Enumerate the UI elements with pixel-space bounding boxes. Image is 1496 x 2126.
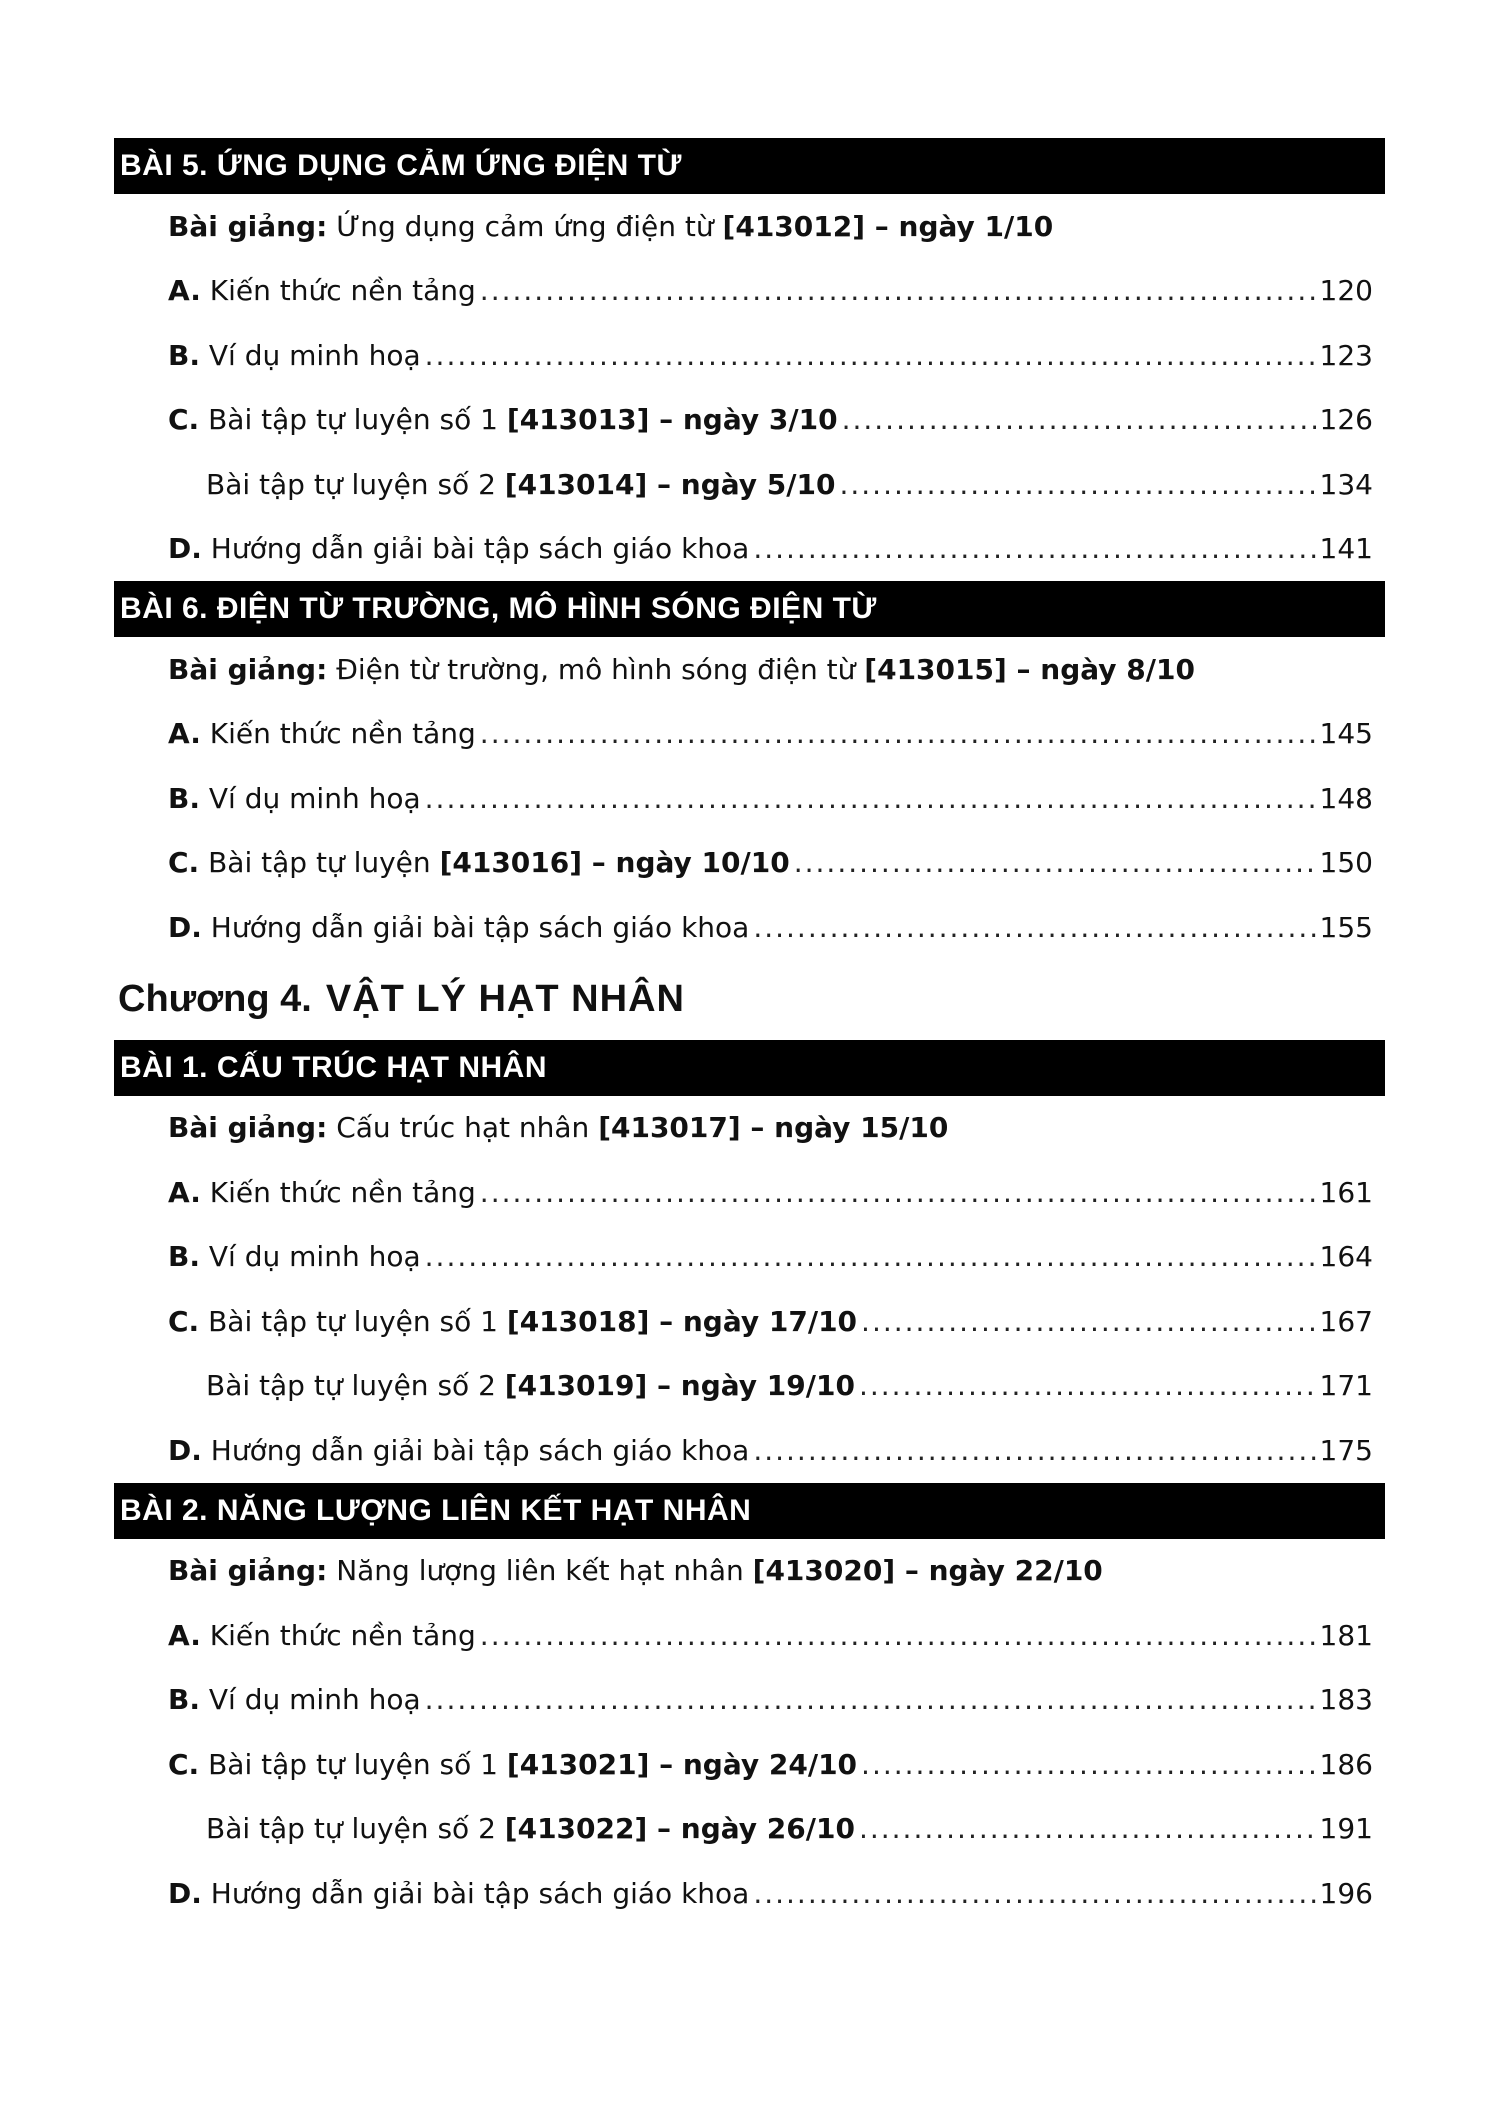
entry-text: Ví dụ minh hoạ — [208, 1683, 421, 1717]
entry-marker: C. — [168, 1747, 200, 1781]
entry-lead — [168, 911, 749, 944]
entry-marker: D. — [168, 1433, 202, 1467]
entry-lead — [168, 1305, 857, 1338]
entry-text: Bài tập tự luyện số 2 — [206, 1812, 496, 1846]
dot-leader — [480, 1176, 1316, 1209]
entry-lead — [206, 1369, 855, 1402]
page-number: 126 — [1319, 403, 1373, 437]
dot-leader — [753, 911, 1315, 944]
entry-text: Kiến thức nền tảng — [209, 1175, 476, 1209]
toc-entry — [114, 1603, 1385, 1668]
entry-code: [413016] – ngày 10/10 — [439, 846, 790, 880]
dot-leader — [480, 274, 1316, 307]
dot-leader — [861, 1305, 1316, 1338]
entry-lead — [168, 403, 838, 436]
toc-entry — [114, 1418, 1385, 1483]
entry-marker: D. — [168, 532, 202, 566]
lecture-row — [114, 1539, 1385, 1604]
toc-entry — [114, 766, 1385, 831]
toc-entry — [114, 702, 1385, 767]
entry-text: Bài tập tự luyện số 1 — [208, 403, 498, 437]
page-number: 134 — [1319, 467, 1373, 501]
entry-lead — [168, 1748, 857, 1781]
page-number: 167 — [1319, 1304, 1373, 1338]
lecture-line — [168, 1554, 1103, 1587]
toc-entry — [114, 1861, 1385, 1926]
entry-text: Bài tập tự luyện số 1 — [208, 1747, 498, 1781]
toc-entry — [114, 1225, 1385, 1290]
page-number: 120 — [1319, 274, 1373, 308]
page-number: 186 — [1319, 1747, 1373, 1781]
toc-entry — [114, 517, 1385, 582]
entry-text: Ví dụ minh hoạ — [208, 1240, 421, 1274]
entry-text: Ví dụ minh hoạ — [208, 338, 421, 372]
entry-marker: D. — [168, 1876, 202, 1910]
entry-text: Bài tập tự luyện — [208, 846, 431, 880]
toc-entry — [114, 323, 1385, 388]
dot-leader — [753, 532, 1315, 565]
page-number: 181 — [1319, 1618, 1373, 1652]
toc-entry — [114, 1668, 1385, 1733]
dot-leader — [425, 1240, 1316, 1273]
page-number: 150 — [1319, 846, 1373, 880]
entry-text: Bài tập tự luyện số 2 — [206, 1369, 496, 1403]
entry-text: Hướng dẫn giải bài tập sách giáo khoa — [210, 1433, 750, 1467]
entry-marker: A. — [168, 717, 201, 751]
entry-marker: B. — [168, 338, 200, 372]
entry-lead — [168, 1683, 421, 1716]
entry-lead — [168, 1619, 476, 1652]
dot-leader — [753, 1877, 1315, 1910]
entry-code: [413013] – ngày 3/10 — [506, 403, 838, 437]
dot-leader — [859, 1369, 1316, 1402]
page-number: 183 — [1319, 1683, 1373, 1717]
entry-marker: C. — [168, 846, 200, 880]
entry-marker: C. — [168, 1304, 200, 1338]
dot-leader — [480, 717, 1316, 750]
page-number: 155 — [1319, 910, 1373, 944]
entry-lead — [206, 468, 835, 501]
toc-entry — [114, 831, 1385, 896]
entry-code: [413021] – ngày 24/10 — [506, 1747, 858, 1781]
entry-code: [413022] – ngày 26/10 — [504, 1812, 855, 1846]
lecture-line — [168, 210, 1053, 243]
dot-leader — [753, 1434, 1315, 1467]
entry-lead — [206, 1812, 855, 1845]
toc-entry — [114, 259, 1385, 324]
entry-code: [413019] – ngày 19/10 — [504, 1369, 855, 1403]
entry-lead — [168, 1877, 749, 1910]
entry-text: Hướng dẫn giải bài tập sách giáo khoa — [210, 532, 750, 566]
page-number: 161 — [1319, 1175, 1373, 1209]
entry-text: Hướng dẫn giải bài tập sách giáo khoa — [210, 910, 750, 944]
sections-after — [114, 1040, 1385, 1926]
toc-entry — [114, 1354, 1385, 1419]
toc-entry — [114, 1797, 1385, 1862]
chapter-heading — [114, 960, 1385, 1040]
entry-code: [413014] – ngày 5/10 — [504, 467, 836, 501]
section-header: BÀI 6. ĐIỆN TỪ TRƯỜNG, MÔ HÌNH SÓNG ĐIỆN TỪ — [114, 581, 1385, 637]
entry-marker: A. — [168, 274, 201, 308]
entry-code: [413018] – ngày 17/10 — [506, 1304, 858, 1338]
entry-text: Bài tập tự luyện số 1 — [208, 1304, 498, 1338]
lecture-row — [114, 1096, 1385, 1161]
entry-lead — [168, 532, 749, 565]
lecture-label: Bài giảng: — [168, 652, 328, 686]
page-number: 196 — [1319, 1876, 1373, 1910]
lecture-row — [114, 637, 1385, 702]
entry-marker: B. — [168, 781, 200, 815]
lecture-label: Bài giảng: — [168, 209, 328, 243]
entry-text: Hướng dẫn giải bài tập sách giáo khoa — [210, 1876, 750, 1910]
lecture-code: [413017] – ngày 15/10 — [598, 1111, 949, 1145]
entry-lead — [168, 339, 421, 372]
dot-leader — [794, 846, 1316, 879]
chapter-prefix: Chương 4. — [118, 978, 312, 1020]
lecture-title: Điện từ trường, mô hình sóng điện từ — [336, 652, 856, 686]
page-number: 141 — [1319, 532, 1373, 566]
entry-marker: D. — [168, 910, 202, 944]
dot-leader — [425, 782, 1316, 815]
toc-entry — [114, 1732, 1385, 1797]
entry-lead — [168, 1176, 476, 1209]
lecture-code: [413020] – ngày 22/10 — [752, 1554, 1103, 1588]
page-number: 148 — [1319, 781, 1373, 815]
dot-leader — [842, 403, 1316, 436]
section-header: BÀI 1. CẤU TRÚC HẠT NHÂN — [114, 1040, 1385, 1096]
dot-leader — [425, 1683, 1316, 1716]
lecture-line — [168, 1111, 948, 1144]
entry-lead — [168, 717, 476, 750]
entry-lead — [168, 782, 421, 815]
entry-lead — [168, 274, 476, 307]
entry-lead — [168, 1240, 421, 1273]
dot-leader — [859, 1812, 1316, 1845]
entry-text: Kiến thức nền tảng — [209, 1618, 476, 1652]
lecture-label: Bài giảng: — [168, 1111, 328, 1145]
lecture-title: Cấu trúc hạt nhân — [336, 1111, 590, 1145]
dot-leader — [839, 468, 1315, 501]
lecture-title: Ứng dụng cảm ứng điện từ — [336, 209, 714, 243]
entry-text: Kiến thức nền tảng — [209, 274, 476, 308]
page-number: 191 — [1319, 1812, 1373, 1846]
page-number: 164 — [1319, 1240, 1373, 1274]
entry-lead — [168, 846, 790, 879]
lecture-row — [114, 194, 1385, 259]
lecture-code: [413012] – ngày 1/10 — [722, 209, 1054, 243]
lecture-title: Năng lượng liên kết hạt nhân — [336, 1554, 744, 1588]
lecture-code: [413015] – ngày 8/10 — [864, 652, 1195, 686]
toc-entry — [114, 452, 1385, 517]
chapter-title: VẬT LÝ HẠT NHÂN — [325, 978, 685, 1020]
dot-leader — [861, 1748, 1316, 1781]
entry-text: Bài tập tự luyện số 2 — [206, 467, 496, 501]
entry-marker: A. — [168, 1175, 201, 1209]
lecture-line — [168, 653, 1195, 686]
page-number: 175 — [1319, 1433, 1373, 1467]
toc-entry — [114, 895, 1385, 960]
dot-leader — [480, 1619, 1316, 1652]
toc-entry — [114, 1289, 1385, 1354]
entry-text: Ví dụ minh hoạ — [208, 781, 421, 815]
page-number: 145 — [1319, 717, 1373, 751]
entry-marker: B. — [168, 1240, 200, 1274]
entry-lead — [168, 1434, 749, 1467]
section-header: BÀI 2. NĂNG LƯỢNG LIÊN KẾT HẠT NHÂN — [114, 1483, 1385, 1539]
lecture-label: Bài giảng: — [168, 1554, 328, 1588]
section-header: BÀI 5. ỨNG DỤNG CẢM ỨNG ĐIỆN TỪ — [114, 138, 1385, 194]
toc-entry — [114, 388, 1385, 453]
entry-text: Kiến thức nền tảng — [209, 717, 476, 751]
sections-before — [114, 138, 1385, 960]
toc-entry — [114, 1160, 1385, 1225]
page-number: 171 — [1319, 1369, 1373, 1403]
entry-marker: B. — [168, 1683, 200, 1717]
page-number: 123 — [1319, 338, 1373, 372]
dot-leader — [425, 339, 1316, 372]
entry-marker: C. — [168, 403, 200, 437]
entry-marker: A. — [168, 1618, 201, 1652]
table-of-contents — [114, 138, 1385, 1926]
